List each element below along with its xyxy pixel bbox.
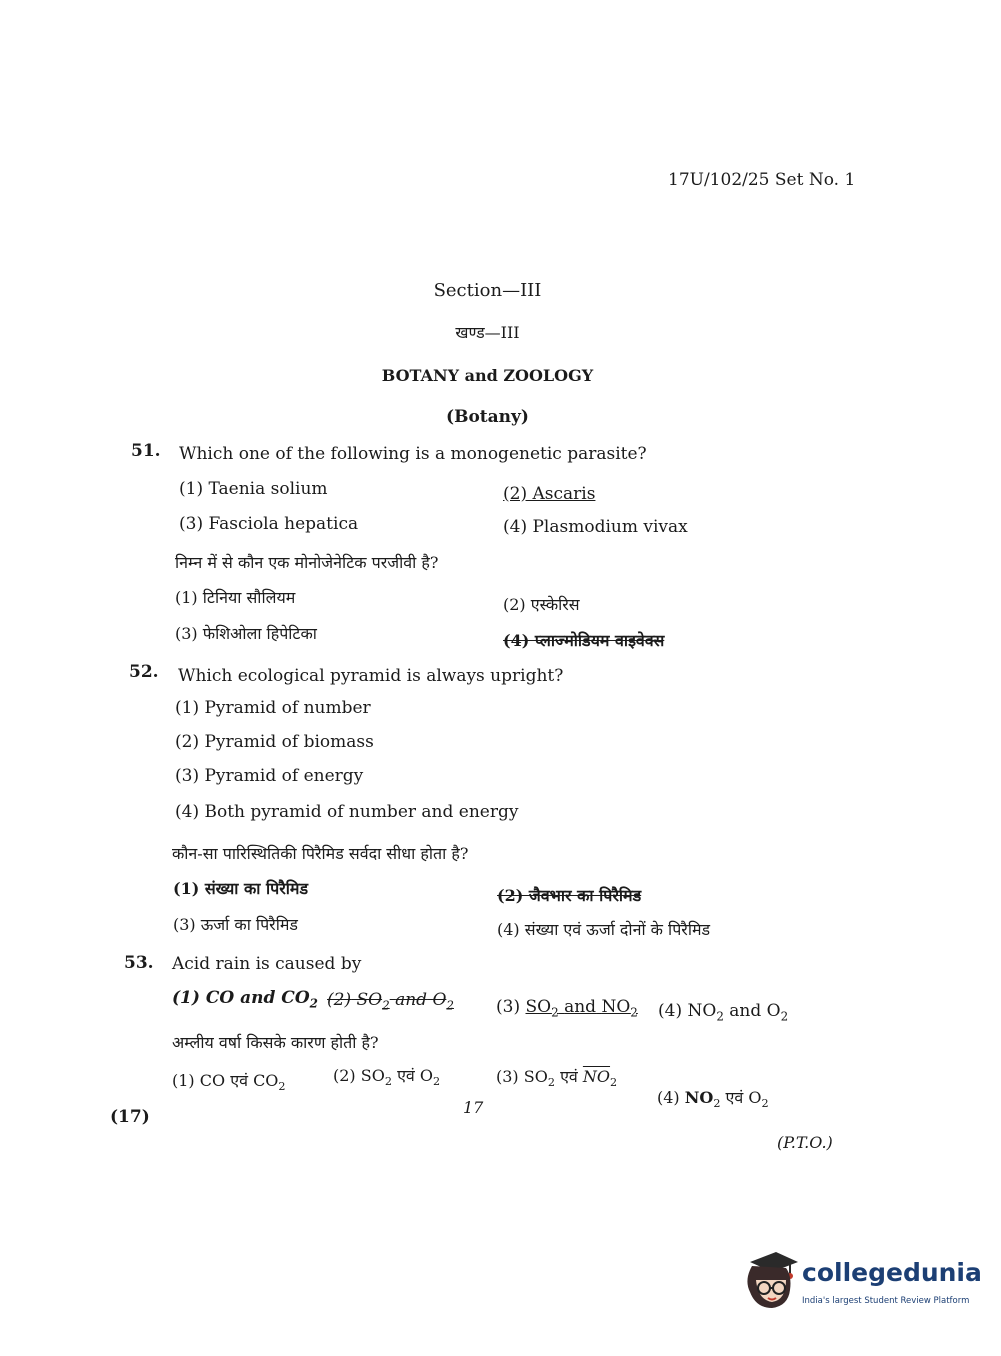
- q53-option-1-hindi-b-sub: 2: [278, 1080, 286, 1094]
- q53-option-3-hindi-a-sub: 2: [547, 1076, 555, 1090]
- section-title-hindi: खण्ड—III: [455, 323, 520, 342]
- q53-option-3-hindi: [496, 1065, 617, 1089]
- q53-option-4-b-sub: 2: [780, 1009, 789, 1024]
- q53-option-1-b-sub: 2: [309, 996, 318, 1011]
- q53-option-3-hindi-label: (3): [496, 1067, 519, 1086]
- q51-text: Which one of the following is a monogenetic parasite?: [179, 444, 647, 464]
- collegedunia-watermark: [742, 1250, 982, 1320]
- q53-option-4-hindi-b-sub: 2: [761, 1097, 769, 1111]
- q53-option-1-a: CO: [205, 988, 235, 1008]
- q53-option-4-hindi: [657, 1086, 769, 1110]
- q52-option-2-hindi: (2) जैवभार का पिरैमिड: [497, 886, 642, 905]
- q53-option-4-joiner: and: [729, 1001, 762, 1021]
- watermark-tagline: India's largest Student Review Platform: [802, 1296, 970, 1306]
- q52-option-2: (2) Pyramid of biomass: [175, 732, 374, 752]
- pto-note: (P.T.O.): [777, 1133, 833, 1152]
- q53-option-3-hindi-joiner: एवं: [560, 1067, 578, 1086]
- q52-option-3: (3) Pyramid of energy: [175, 766, 364, 786]
- q53-option-1-hindi-a: CO: [199, 1071, 226, 1090]
- q53-option-2-label: (2): [327, 990, 352, 1010]
- set-number: 17U/102/25 Set No. 1: [668, 170, 856, 190]
- q53-option-3-joiner: and: [564, 997, 597, 1017]
- q51-number: 51.: [131, 441, 161, 461]
- q53-option-2-b: O: [432, 990, 447, 1010]
- q53-option-2-joiner: and: [395, 990, 428, 1010]
- q51-text-hindi: निम्न में से कौन एक मोनोजेनेटिक परजीवी है?: [175, 553, 439, 572]
- q53-option-2-hindi-label: (2): [333, 1066, 356, 1085]
- q53-option-1-hindi: [172, 1069, 286, 1093]
- q53-option-3-answer: [525, 997, 638, 1020]
- q53-option-3-hindi-b: $\overline{NO}$: [582, 1067, 611, 1086]
- q53-option-2-a: SO: [356, 990, 383, 1010]
- subject-heading: BOTANY and ZOOLOGY: [381, 366, 594, 385]
- q52-text: Which ecological pyramid is always upright?: [178, 666, 564, 686]
- q53-option-2-hindi-a: SO: [360, 1066, 385, 1085]
- q53-text: Acid rain is caused by: [172, 954, 362, 974]
- q53-option-2-hindi-a-sub: 2: [384, 1075, 392, 1089]
- watermark-name: collegedunia: [802, 1258, 982, 1287]
- q51-option-4-hindi: (4) प्लाज्मोडियम वाइवेक्स: [503, 631, 665, 650]
- q51-option-3-hindi: (3) फेशिओला हिपेटिका: [175, 624, 317, 643]
- q53-option-3-b: NO: [601, 997, 631, 1017]
- q52-option-1: (1) Pyramid of number: [175, 698, 371, 718]
- q53-option-4: [658, 1001, 788, 1023]
- q51-option-1-hindi: (1) टिनिया सौलियम: [175, 588, 296, 607]
- q53-option-2-hindi-joiner: एवं: [397, 1066, 415, 1085]
- q53-option-4-hindi-a-sub: 2: [713, 1097, 721, 1111]
- q52-option-1-hindi: (1) संख्या का पिरैमिड: [173, 879, 309, 898]
- q53-option-1-joiner: and: [240, 988, 276, 1008]
- q53-option-4-hindi-label: (4): [657, 1088, 680, 1107]
- q53-option-1-label: (1): [172, 988, 200, 1008]
- q51-option-2-hindi: (2) एस्केरिस: [503, 595, 580, 614]
- subsection-heading: (Botany): [446, 407, 529, 427]
- q53-number: 53.: [124, 953, 154, 973]
- q53-option-1-b: CO: [281, 988, 310, 1008]
- q53-option-3-hindi-b-sub: 2: [610, 1076, 618, 1090]
- q53-option-3-label: (3): [496, 997, 521, 1017]
- q51-option-2: [503, 484, 595, 504]
- q53-option-3-b-sub: 2: [630, 1005, 638, 1020]
- q53-text-hindi: अम्लीय वर्षा किसके कारण होती है?: [172, 1033, 379, 1052]
- q53-option-1-hindi-b: CO: [253, 1071, 279, 1090]
- q52-number: 52.: [129, 662, 159, 682]
- section-title: Section—III: [433, 280, 542, 301]
- page-number: 17: [463, 1098, 484, 1117]
- q53-option-3: [496, 997, 638, 1019]
- q53-option-2-b-sub: 2: [446, 998, 454, 1013]
- q53-option-3-a: SO: [525, 997, 552, 1017]
- q53-option-1-hindi-joiner: एवं: [230, 1071, 248, 1090]
- q52-option-4: (4) Both pyramid of number and energy: [175, 802, 519, 822]
- q53-option-1: [172, 988, 318, 1010]
- q53-option-2-a-sub: 2: [382, 998, 390, 1013]
- q53-option-1-hindi-label: (1): [172, 1071, 195, 1090]
- q53-option-3-hindi-a: SO: [523, 1067, 548, 1086]
- q52-option-4-hindi: (4) संख्या एवं ऊर्जा दोनों के पिरैमिड: [497, 920, 711, 939]
- page-code: (17): [110, 1107, 150, 1127]
- q53-option-4-a-sub: 2: [716, 1009, 724, 1024]
- q53-option-2-hindi-b: O: [419, 1066, 434, 1085]
- q51-option-1: (1) Taenia solium: [179, 479, 328, 499]
- q53-option-4-hindi-a: NO: [684, 1088, 714, 1107]
- q53-option-4-label: (4): [658, 1001, 683, 1021]
- q52-text-hindi: कौन-सा पारिस्थितिकी पिरैमिड सर्वदा सीधा होता है?: [172, 844, 469, 863]
- q53-option-4-a: NO: [687, 1001, 717, 1021]
- q51-option-2-text: (2) Ascaris: [503, 484, 596, 504]
- q51-option-4: (4) Plasmodium vivax: [503, 517, 688, 537]
- q53-option-2-hindi-b-sub: 2: [433, 1075, 441, 1089]
- q52-option-3-hindi: (3) ऊर्जा का पिरैमिड: [173, 915, 298, 934]
- q53-option-2: [327, 990, 454, 1012]
- q53-option-4-b: O: [766, 1001, 781, 1021]
- q53-option-3-a-sub: 2: [551, 1005, 559, 1020]
- q53-option-2-hindi: [333, 1064, 440, 1088]
- graduate-face-icon: [742, 1250, 800, 1312]
- q53-option-4-hindi-joiner: एवं: [725, 1088, 744, 1107]
- q53-option-4-hindi-b: O: [748, 1088, 762, 1107]
- q51-option-3: (3) Fasciola hepatica: [179, 514, 359, 534]
